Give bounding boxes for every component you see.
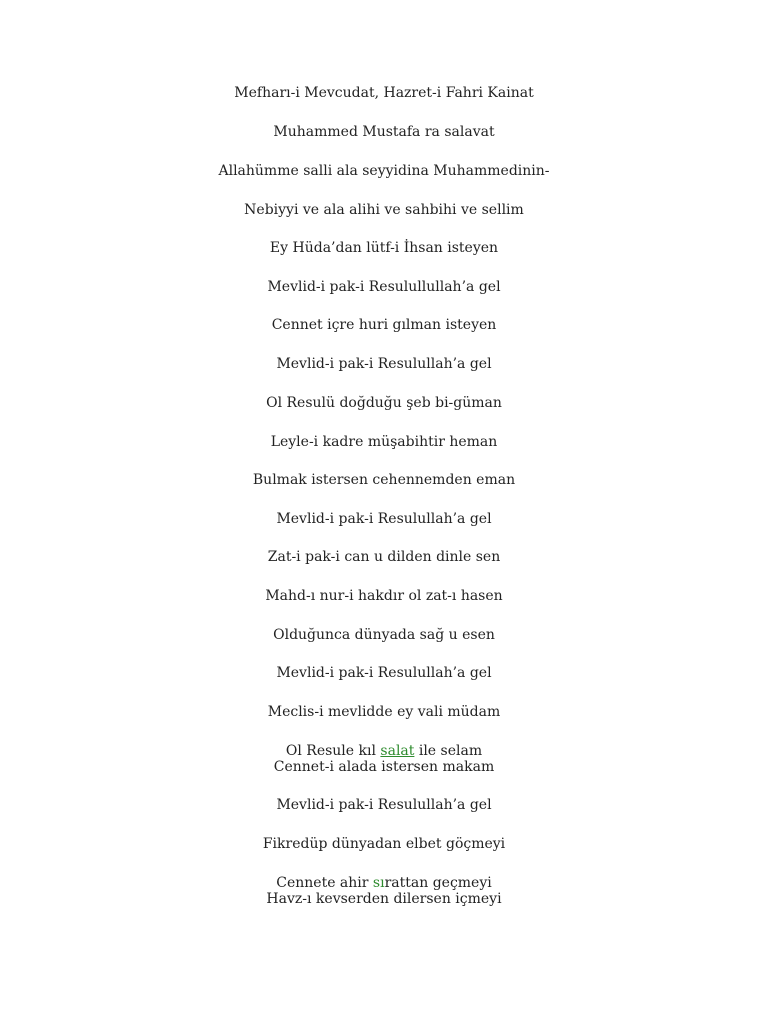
- verse-line: Allahümme salli ala seyyidina Muhammedinin-: [218, 163, 550, 179]
- verse-line: Cennet içre huri gılman isteyen: [271, 317, 497, 333]
- salat-line-start: Ol Resule kıl: [285, 743, 381, 759]
- verse-line: Ol Resulü doğduğu şeb bi-güman: [266, 395, 502, 411]
- verse-line: Bulmak istersen cehennemden eman: [252, 472, 516, 488]
- sirat-highlight: sı: [372, 875, 385, 891]
- verse-line: Mahd-ı nur-i hakdır ol zat-ı hasen: [265, 588, 503, 604]
- verse-line: Mefharı-i Mevcudat, Hazret-i Fahri Kainat: [234, 85, 534, 101]
- sirat-line-start: Cennete ahir: [276, 875, 373, 891]
- verse-line: Havz-ı kevserden dilersen içmeyi: [266, 891, 502, 907]
- verse-line: Mevlid-i pak-i Resulullah’a gel: [276, 797, 492, 813]
- salat-line-end: ile selam: [414, 743, 483, 759]
- verse-line: Zat-i pak-i can u dilden dinle sen: [267, 549, 501, 565]
- verse-line: Mevlid-i pak-i Resulullah’a gel: [276, 511, 492, 527]
- verse-line: Muhammed Mustafa ra salavat: [273, 124, 495, 140]
- verse-line: Leyle-i kadre müşabihtir heman: [270, 434, 498, 450]
- verse-line-salat: [0, 743, 768, 759]
- verse-line: Mevlid-i pak-i Resulullah’a gel: [276, 356, 492, 372]
- verse-line: Nebiyyi ve ala alihi ve sahbihi ve sellim: [244, 202, 524, 218]
- verse-line-sirat: [0, 875, 768, 891]
- verse-line: Mevlid-i pak-i Resulullullah’a gel: [267, 279, 501, 295]
- verse-line: Mevlid-i pak-i Resulullah’a gel: [276, 665, 492, 681]
- salat-link[interactable]: salat: [380, 743, 415, 759]
- sirat-line-end: rattan geçmeyi: [384, 875, 492, 891]
- verse-line: Meclis-i mevlidde ey vali müdam: [267, 704, 501, 720]
- verse-line: Fikredüp dünyadan elbet göçmeyi: [262, 836, 506, 852]
- verse-line: Ey Hüda’dan lütf-i İhsan isteyen: [269, 240, 499, 256]
- verse-line: Cennet-i alada istersen makam: [273, 759, 495, 775]
- verse-line: Olduğunca dünyada sağ u esen: [273, 627, 495, 643]
